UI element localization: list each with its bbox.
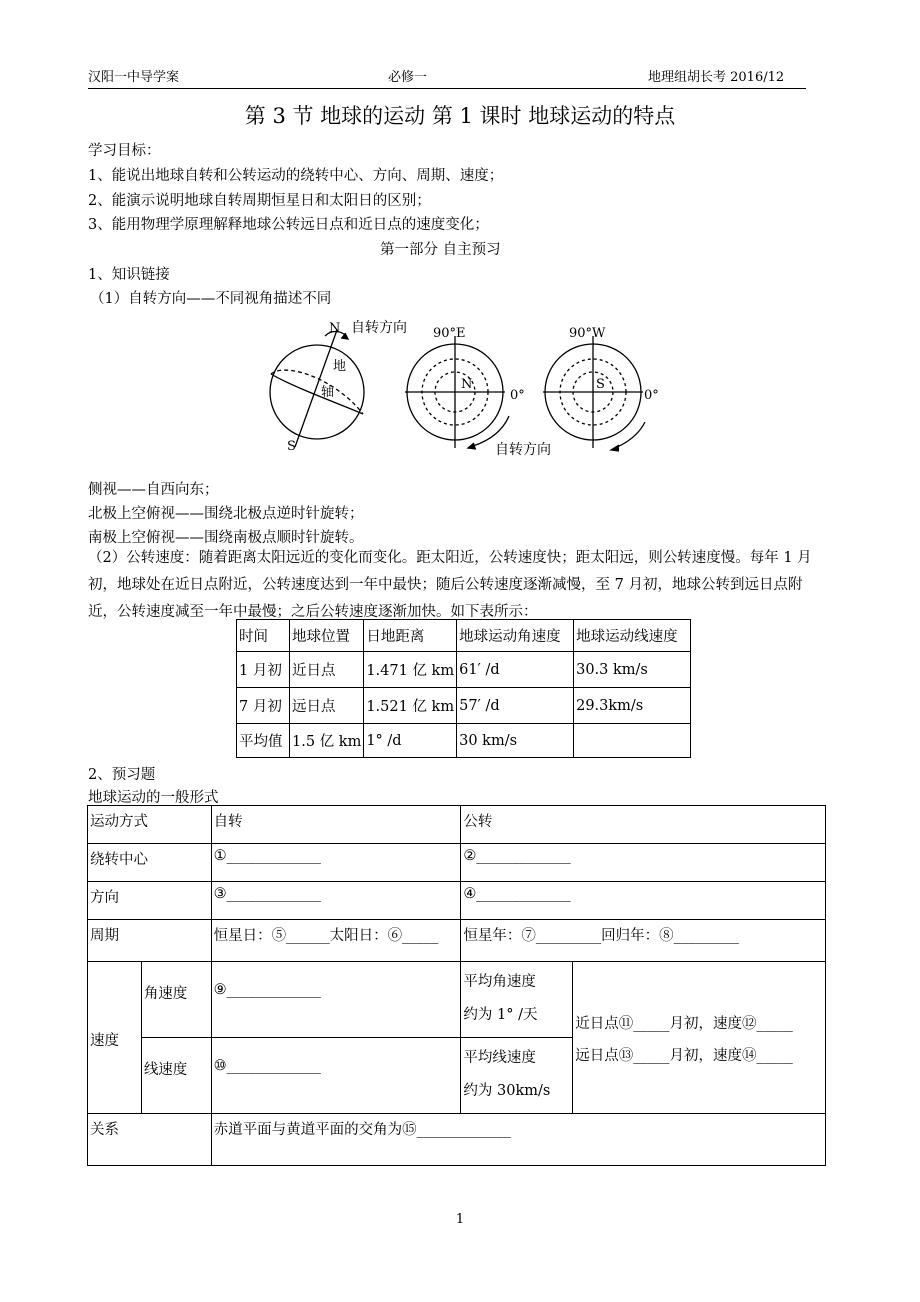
answer-blank[interactable]: ④_____________ (461, 882, 826, 920)
table-row (88, 962, 826, 1038)
zero-label-2: 0° (644, 388, 659, 403)
table-cell: 绕转中心 (88, 844, 212, 882)
section2-subheading: 地球运动的一般形式 (88, 790, 219, 806)
avg-linear-speed (461, 1038, 573, 1114)
avg-angular-line2: 约为 1° /天 (463, 1007, 538, 1023)
avg-angular-line1: 平均角速度 (463, 974, 536, 990)
avg-angular-speed (461, 962, 573, 1038)
answer-blank[interactable]: ⑩_____________ (211, 1038, 461, 1114)
table-cell: 30 km/s (457, 724, 574, 758)
perihelion-aphelion-cell (573, 962, 826, 1114)
speed-label: 速度 (88, 962, 142, 1114)
table-cell: 61′ /d (457, 652, 574, 688)
table-cell: 1.521 亿 km (364, 688, 457, 724)
header-right: 地理组胡长考 2016/12 (648, 70, 785, 85)
table-cell: 公转 (461, 806, 826, 844)
rotation-diagram (255, 312, 675, 462)
axis-label-1: 地 (333, 359, 347, 374)
table-cell: 29.3km/s (574, 688, 691, 724)
table-header: 日地距离 (364, 620, 457, 652)
section2-heading: 2、预习题 (88, 767, 156, 783)
answer-blank[interactable]: ②_____________ (461, 844, 826, 882)
table-header-row (237, 620, 691, 652)
speed-table (236, 619, 691, 758)
answer-blank[interactable]: ⑨_____________ (211, 962, 461, 1038)
table-row (237, 652, 691, 688)
answer-blank[interactable]: 恒星年：⑦_________回归年：⑧_________ (461, 920, 826, 962)
table-cell: 57′ /d (457, 688, 574, 724)
answer-blank[interactable]: 恒星日：⑤______太阳日：⑥_____ (211, 920, 461, 962)
west-90-label: 90°W (569, 326, 606, 341)
header-left: 汉阳一中导学案 (88, 70, 180, 85)
table-cell: 运动方式 (88, 806, 212, 844)
rotation-label: 自转方向 (495, 442, 551, 458)
table-cell (574, 724, 691, 758)
table-cell: 关系 (88, 1114, 212, 1166)
rotation-label: 自转方向 (351, 320, 407, 336)
north-label: N (329, 321, 341, 336)
objectives-heading: 学习目标： (88, 143, 161, 159)
answer-blank[interactable]: ①_____________ (211, 844, 461, 882)
angular-speed-label: 角速度 (141, 962, 211, 1038)
aphelion-blank[interactable]: 远日点⑬_____月初，速度⑭_____ (575, 1047, 793, 1064)
table-row (88, 806, 826, 844)
table-cell: 近日点 (290, 652, 364, 688)
center-n-label: N (461, 377, 473, 392)
table-cell: 30.3 km/s (574, 652, 691, 688)
table-cell: 1.5 亿 km (290, 724, 364, 758)
table-cell: 方向 (88, 882, 212, 920)
center-s-label: S (596, 377, 605, 392)
table-cell: 自转 (211, 806, 461, 844)
table-cell: 7 月初 (237, 688, 290, 724)
objective-item: 3、能用物理学原理解释地球公转远日点和近日点的速度变化； (88, 217, 489, 233)
south-label: S (287, 439, 296, 454)
globe-side-view (270, 345, 364, 439)
table-row (237, 724, 691, 758)
page-title: 第 3 节 地球的运动 第 1 课时 地球运动的特点 (244, 104, 676, 128)
table-cell: 1 月初 (237, 652, 290, 688)
part-title: 第一部分 自主预习 (380, 242, 501, 258)
objective-item: 2、能演示说明地球自转周期恒星日和太阳日的区别； (88, 193, 431, 209)
answer-blank[interactable]: 赤道平面与黄道平面的交角为⑮_____________ (211, 1114, 825, 1166)
revolution-speed-paragraph: （2）公转速度：随着距离太阳远近的变化而变化。距太阳近，公转速度快；距太阳远，则公转速度慢。每年 1 月初，地球处在近日点附近，公转速度达到一年中最快；随后公转速度逐渐减慢，至 7 月初，地球公转到远日点附近，公转速度减至一年中最慢；之后公转速度逐渐加快。如下表所示： (88, 550, 812, 620)
header-rule (88, 88, 806, 89)
avg-linear-line2: 约为 30km/s (463, 1083, 551, 1099)
answer-blank[interactable]: ③_____________ (211, 882, 461, 920)
table-header: 地球位置 (290, 620, 364, 652)
motion-form-table (87, 805, 826, 1166)
linear-speed-label: 线速度 (141, 1038, 211, 1114)
avg-linear-line1: 平均线速度 (463, 1050, 536, 1066)
table-cell: 1° /d (364, 724, 457, 758)
objective-item: 1、能说出地球自转和公转运动的绕转中心、方向、周期、速度； (88, 168, 504, 184)
table-row (88, 882, 826, 920)
table-header: 地球运动线速度 (574, 620, 691, 652)
section1-heading: 1、知识链接 (88, 267, 170, 283)
view-north: 北极上空俯视——围绕北极点逆时针旋转； (88, 506, 364, 522)
table-header: 地球运动角速度 (457, 620, 574, 652)
table-cell: 周期 (88, 920, 212, 962)
table-row (88, 844, 826, 882)
table-cell: 平均值 (237, 724, 290, 758)
table-row (88, 920, 826, 962)
view-side: 侧视——自西向东； (88, 482, 219, 498)
header-center: 必修一 (388, 70, 428, 85)
table-row (88, 1114, 826, 1166)
zero-label-1: 0° (510, 388, 525, 403)
view-south: 南极上空俯视——围绕南极点顺时针旋转。 (88, 530, 364, 546)
table-cell: 1.471 亿 km (364, 652, 457, 688)
table-row (237, 688, 691, 724)
east-90-label: 90°E (433, 326, 466, 341)
perihelion-blank[interactable]: 近日点⑪_____月初，速度⑫_____ (575, 1015, 793, 1032)
page-number: 1 (455, 1212, 465, 1227)
axis-label-2: 轴 (321, 385, 335, 400)
table-cell: 远日点 (290, 688, 364, 724)
section1-sub1: （1）自转方向——不同视角描述不同 (90, 291, 332, 307)
table-header: 时间 (237, 620, 290, 652)
